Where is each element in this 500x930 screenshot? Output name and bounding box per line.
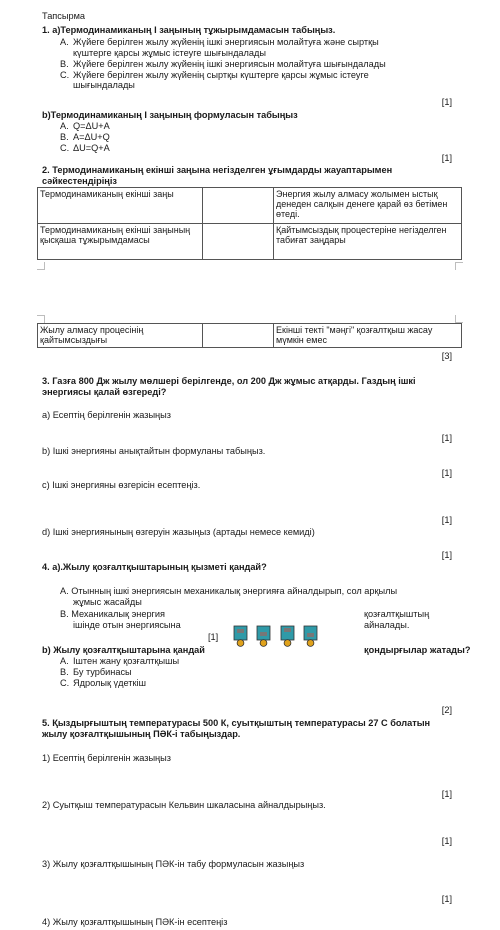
q1b-option-a: A. Q=ΔU+A xyxy=(60,121,110,131)
q5-part-1: 1) Есептің берілгенін жазыңыз xyxy=(42,753,171,763)
q4b-options xyxy=(60,656,179,689)
q1a-option-b: B. Жүйеге берілген жылу жүйенің ішкі энергиясын молайтуға шығындалады xyxy=(60,58,386,69)
q1a-option-c-cont: шығындалады xyxy=(73,80,135,91)
table-cell: Қайтымсыздық процестеріне негізделген табиғат заңдары xyxy=(274,224,462,260)
engine-cylinder-icon xyxy=(304,626,317,646)
q4-inline-mark: [1] xyxy=(208,632,219,642)
table-row xyxy=(38,188,462,224)
q5-part-2: 2) Суытқыш температурасын Кельвин шкаласына айналдырыңыз. xyxy=(42,800,326,810)
engine-cylinder-icon xyxy=(257,626,270,646)
q5-part-2-mark: [1] xyxy=(441,836,452,846)
table-row xyxy=(38,324,462,348)
q3-part-c-mark: [1] xyxy=(441,515,452,525)
table-cell: Екінші текті "мәңгі" қозғалтқыш жасау мүмкін емес xyxy=(274,324,462,348)
q4-prompt: 4. а).Жылу қозғалтқыштарының қызметі қандай? xyxy=(42,562,267,572)
q5-part-3-mark: [1] xyxy=(441,894,452,904)
q2-mark: [3] xyxy=(441,351,452,361)
table-cell xyxy=(203,324,274,348)
q1a-option-a: A. Жүйеге берілген жылу жүйенің ішкі энергиясын молайтуға және сыртқы xyxy=(60,37,379,47)
page-corner-mark xyxy=(455,262,463,270)
q1b-mark: [1] xyxy=(441,153,452,163)
table-cell: Термодинамиканың екінші заңы xyxy=(38,188,203,224)
engine-cylinder-icon xyxy=(281,626,294,646)
q2-matching-table-top xyxy=(37,187,462,260)
table-cell xyxy=(203,224,274,260)
q5-prompt: 5. Қыздырғыштың температурасы 500 К, суытқыштың температурасы 27 С болатын жылу қозғалтқышының ПӘК-і табыңыздар. xyxy=(42,718,431,739)
q4b-option-a: A. Іштен жану қозғалтқышы xyxy=(60,656,180,666)
q4-option-a: A. Отынның ішкі энергиясын механикалық энергияға айналдырып, сол арқылы жұмыс жасайды xyxy=(60,586,398,607)
q1a-options xyxy=(60,37,386,91)
engine-strokes-illustration xyxy=(232,624,320,647)
q3-prompt: 3. Газға 800 Дж жылу мөлшері берілгенде, ол 200 Дж жұмыс атқарды. Газдың ішкі энергиясы қалай өзгереді? xyxy=(42,376,416,397)
q4b-option-b: B. Бу турбинасы xyxy=(60,666,132,677)
q3-part-d: d) Ішкі энергиянының өзгеруін жазыңыз (артады немесе кемиді) xyxy=(42,527,315,537)
q3-part-a-mark: [1] xyxy=(441,433,452,443)
q1a-prompt: 1. а)Термодинамиканың I заңының тұжырымдамасын табыңыз. xyxy=(42,25,336,35)
q4b-prompt-left: b) Жылу қозғалтқыштарына қандай xyxy=(42,645,205,655)
q2-matching-table-bottom xyxy=(37,323,462,348)
q3-part-d-mark: [1] xyxy=(441,550,452,560)
q4-option-b-right: қозғалтқыштың айналады. xyxy=(364,609,430,630)
q5-part-4: 4) Жылу қозғалтқышының ПӘК-ін есептеңіз xyxy=(42,917,228,927)
q1a-mark: [1] xyxy=(441,97,452,107)
q1a-option-a-cont: күштерге қарсы жұмыс істеуге шығындалады xyxy=(73,47,266,58)
q4-mark: [2] xyxy=(441,705,452,715)
q1a-option-c: C. Жүйеге берілген жылу жүйенің сыртқы күштерге қарсы жұмыс істеуге xyxy=(60,69,369,80)
q5-part-3: 3) Жылу қозғалтқышының ПӘК-ін табу формуласын жазыңыз xyxy=(42,859,305,869)
q1b-prompt: b)Термодинамиканың I заңының формуласын табыңыз xyxy=(42,110,298,120)
q3-part-a: а) Есептің берілгенін жазыңыз xyxy=(42,410,171,420)
page-title: Тапсырма xyxy=(42,11,86,21)
q1b-option-b: B. A=ΔU+Q xyxy=(60,131,110,142)
q2-prompt: 2. Термодинамиканың екінші заңына негізделген ұғымдарды жауаптарымен сәйкестендіріңіз xyxy=(42,165,393,186)
q5-part-1-mark: [1] xyxy=(441,789,452,799)
q3-part-b: b) Ішкі энергияны анықтайтын формуланы табыңыз. xyxy=(42,446,266,456)
page-corner-mark xyxy=(37,262,45,270)
q3-part-c: c) Ішкі энергияны өзгерісін есептеңіз. xyxy=(42,480,201,490)
page-corner-mark xyxy=(37,315,45,323)
q1b-option-c: C. ΔU=Q+A xyxy=(60,142,110,153)
page-corner-mark xyxy=(455,315,463,323)
q3-part-b-mark: [1] xyxy=(441,468,452,478)
q4b-prompt-right: қондырғылар жатады? xyxy=(364,645,471,655)
q4-option-b-left: B. Механикалық энергия ішінде отын энергиясына xyxy=(60,609,181,630)
table-cell: Термодинамиканың екінші заңының қысқаша тұжырымдамасы xyxy=(38,224,203,260)
table-cell: Энергия жылу алмасу жолымен ыстық денеден салқын денеге қарай өз бетімен өтеді. xyxy=(274,188,462,224)
table-cell: Жылу алмасу процесінің қайтымсыздығы xyxy=(38,324,203,348)
engine-cylinder-icon xyxy=(234,626,247,646)
table-row xyxy=(38,224,462,260)
table-cell xyxy=(203,188,274,224)
q4b-option-c: C. Ядролық үдеткіш xyxy=(60,677,146,688)
q1b-options xyxy=(60,121,110,154)
